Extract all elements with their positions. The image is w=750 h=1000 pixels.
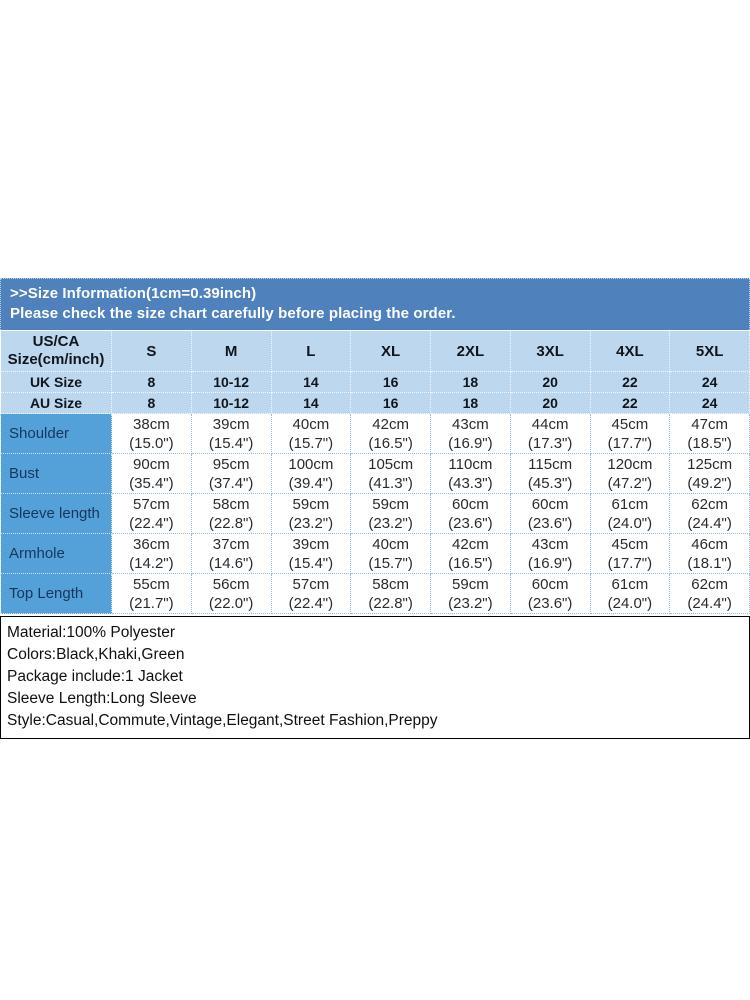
product-info-line: Style:Casual,Commute,Vintage,Elegant,Street Fashion,Preppy — [7, 712, 438, 729]
measurement-label: Top Length — [1, 574, 112, 614]
measurement-inch: (37.4") — [208, 474, 254, 492]
measurement-cell — [670, 574, 750, 614]
measurement-cell — [670, 494, 750, 534]
measurement-row — [1, 454, 750, 494]
measurement-inch: (15.7") — [368, 554, 413, 572]
measurement-cell — [112, 574, 192, 614]
measurement-inch: (23.2") — [288, 514, 334, 532]
measurement-cell — [112, 534, 192, 574]
measurement-inch: (17.3") — [527, 434, 573, 452]
measurement-cell — [191, 534, 271, 574]
measurement-inch: (39.4") — [288, 474, 334, 492]
size-column-header: XL — [351, 331, 431, 372]
measurement-cm: 56cm — [212, 575, 250, 593]
measurement-inch: (15.4") — [208, 434, 254, 452]
region-size-value: 22 — [590, 372, 670, 393]
measurement-cm: 59cm — [372, 495, 409, 513]
size-info-title: >>Size Information(1cm=0.39inch) — [10, 285, 257, 302]
region-size-value: 24 — [670, 372, 750, 393]
measurement-cm: 40cm — [372, 535, 409, 553]
measurement-inch: (23.2") — [368, 514, 413, 532]
measurement-label: Shoulder — [1, 414, 112, 454]
region-size-value: 8 — [112, 372, 192, 393]
measurement-inch: (16.5") — [448, 554, 493, 572]
size-column-header: S — [112, 331, 192, 372]
measurement-cell — [271, 414, 351, 454]
product-info-line: Colors:Black,Khaki,Green — [7, 646, 185, 663]
measurement-cell — [271, 454, 351, 494]
measurement-cm: 36cm — [133, 535, 170, 553]
measurement-cm: 115cm — [528, 455, 573, 473]
measurement-cell — [191, 414, 271, 454]
region-size-value: 20 — [510, 372, 590, 393]
measurement-cell — [510, 454, 590, 494]
measurement-cm: 110cm — [448, 455, 493, 473]
size-column-header: 2XL — [431, 331, 511, 372]
product-info-line: Package include:1 Jacket — [7, 668, 183, 685]
measurement-cell — [271, 574, 351, 614]
measurement-inch: (22.8") — [208, 514, 254, 532]
size-column-header: 5XL — [670, 331, 750, 372]
region-size-value: 16 — [351, 372, 431, 393]
measurement-cm: 57cm — [292, 575, 330, 593]
measurement-cell — [271, 494, 351, 534]
region-size-value: 18 — [431, 393, 511, 414]
measurement-cell — [271, 534, 351, 574]
measurement-cell — [431, 574, 511, 614]
product-info-box — [0, 616, 750, 739]
measurement-label: Bust — [1, 454, 112, 494]
measurement-cm: 60cm — [452, 495, 489, 513]
measurement-cm: 125cm — [687, 455, 733, 473]
measurement-cm: 57cm — [133, 495, 170, 513]
measurement-inch: (24.4") — [687, 514, 732, 532]
size-table-body — [1, 331, 750, 614]
measurement-inch: (23.6") — [527, 514, 573, 532]
region-size-value: 10-12 — [191, 393, 271, 414]
size-column-header: L — [271, 331, 351, 372]
measurement-inch: (49.2") — [687, 474, 732, 492]
measurement-row — [1, 414, 750, 454]
measurement-cell — [351, 574, 431, 614]
size-table — [0, 330, 750, 614]
measurement-cm: 62cm — [691, 495, 728, 513]
measurement-cell — [351, 494, 431, 534]
measurement-cm: 62cm — [691, 575, 728, 593]
measurement-cm: 38cm — [133, 415, 170, 433]
size-info-subtitle: Please check the size chart carefully before placing the order. — [10, 305, 456, 322]
size-header-row — [1, 331, 750, 372]
measurement-cell — [510, 494, 590, 534]
measurement-cell — [351, 414, 431, 454]
measurement-inch: (14.6") — [208, 554, 254, 572]
region-size-value: 14 — [271, 393, 351, 414]
measurement-cm: 120cm — [607, 455, 653, 473]
measurement-cell — [590, 574, 670, 614]
measurement-inch: (24.0") — [607, 594, 653, 612]
measurement-inch: (15.0") — [129, 434, 174, 452]
measurement-cell — [670, 414, 750, 454]
measurement-cm: 44cm — [531, 415, 569, 433]
size-corner-line: Size(cm/inch) — [7, 351, 105, 368]
measurement-inch: (18.5") — [687, 434, 732, 452]
region-size-value: 24 — [670, 393, 750, 414]
measurement-inch: (22.8") — [368, 594, 413, 612]
measurement-inch: (41.3") — [368, 474, 413, 492]
measurement-cell — [351, 454, 431, 494]
measurement-cm: 43cm — [531, 535, 569, 553]
measurement-inch: (17.7") — [607, 434, 653, 452]
region-size-row — [1, 393, 750, 414]
measurement-inch: (23.6") — [448, 514, 493, 532]
region-size-value: 14 — [271, 372, 351, 393]
measurement-row — [1, 494, 750, 534]
size-column-header: M — [191, 331, 271, 372]
measurement-cm: 39cm — [292, 535, 330, 553]
measurement-inch: (24.4") — [687, 594, 732, 612]
measurement-label: Armhole — [1, 534, 112, 574]
measurement-cm: 55cm — [133, 575, 170, 593]
measurement-inch: (24.0") — [607, 514, 653, 532]
product-info-line: Material:100% Polyester — [7, 624, 175, 641]
measurement-cell — [590, 494, 670, 534]
region-size-value: 18 — [431, 372, 511, 393]
measurement-cell — [431, 494, 511, 534]
measurement-cm: 59cm — [452, 575, 489, 593]
measurement-cm: 37cm — [212, 535, 250, 553]
measurement-cm: 59cm — [292, 495, 330, 513]
region-size-value: 16 — [351, 393, 431, 414]
measurement-cm: 47cm — [691, 415, 728, 433]
measurement-inch: (43.3") — [448, 474, 493, 492]
measurement-inch: (22.0") — [208, 594, 254, 612]
measurement-cm: 95cm — [212, 455, 250, 473]
measurement-inch: (45.3") — [527, 474, 573, 492]
measurement-cell — [590, 454, 670, 494]
measurement-cm: 43cm — [452, 415, 489, 433]
measurement-cell — [191, 574, 271, 614]
measurement-inch: (23.2") — [448, 594, 493, 612]
measurement-cm: 40cm — [292, 415, 330, 433]
measurement-cm: 61cm — [611, 575, 649, 593]
size-corner-line: US/CA — [32, 333, 80, 350]
measurement-cm: 58cm — [212, 495, 250, 513]
measurement-cell — [510, 414, 590, 454]
measurement-cm: 39cm — [212, 415, 250, 433]
measurement-cell — [351, 534, 431, 574]
product-info-line: Sleeve Length:Long Sleeve — [7, 690, 197, 707]
measurement-cm: 45cm — [611, 415, 649, 433]
measurement-inch: (22.4") — [129, 514, 174, 532]
measurement-inch: (21.7") — [129, 594, 174, 612]
measurement-cm: 42cm — [372, 415, 409, 433]
region-size-label: UK Size — [1, 372, 112, 393]
region-size-value: 20 — [510, 393, 590, 414]
measurement-inch: (14.2") — [129, 554, 174, 572]
size-corner-header — [1, 331, 112, 372]
measurement-cell — [431, 454, 511, 494]
region-size-label: AU Size — [1, 393, 112, 414]
measurement-cell — [112, 454, 192, 494]
measurement-inch: (22.4") — [288, 594, 334, 612]
measurement-cell — [431, 414, 511, 454]
measurement-cm: 90cm — [133, 455, 170, 473]
measurement-cell — [670, 534, 750, 574]
measurement-inch: (17.7") — [607, 554, 653, 572]
measurement-inch: (16.9") — [527, 554, 573, 572]
size-column-header: 3XL — [510, 331, 590, 372]
measurement-cm: 105cm — [368, 455, 414, 473]
size-chart-block — [0, 278, 750, 739]
measurement-inch: (35.4") — [129, 474, 174, 492]
measurement-cell — [191, 494, 271, 534]
measurement-cell — [590, 534, 670, 574]
measurement-cm: 61cm — [611, 495, 649, 513]
region-size-value: 22 — [590, 393, 670, 414]
measurement-cm: 42cm — [452, 535, 489, 553]
measurement-inch: (16.9") — [448, 434, 493, 452]
measurement-cell — [112, 494, 192, 534]
measurement-cm: 60cm — [531, 575, 569, 593]
size-column-header: 4XL — [590, 331, 670, 372]
measurement-cell — [431, 534, 511, 574]
measurement-inch: (47.2") — [607, 474, 653, 492]
measurement-cell — [670, 454, 750, 494]
measurement-cm: 46cm — [691, 535, 728, 553]
measurement-inch: (18.1") — [687, 554, 732, 572]
measurement-row — [1, 574, 750, 614]
measurement-cell — [510, 534, 590, 574]
region-size-value: 10-12 — [191, 372, 271, 393]
region-size-value: 8 — [112, 393, 192, 414]
measurement-row — [1, 534, 750, 574]
measurement-inch: (23.6") — [527, 594, 573, 612]
measurement-cm: 100cm — [288, 455, 334, 473]
measurement-inch: (16.5") — [368, 434, 413, 452]
measurement-inch: (15.4") — [288, 554, 334, 572]
measurement-cell — [590, 414, 670, 454]
region-size-row — [1, 372, 750, 393]
measurement-cm: 58cm — [372, 575, 409, 593]
measurement-cell — [191, 454, 271, 494]
measurement-inch: (15.7") — [288, 434, 334, 452]
size-info-banner — [0, 278, 750, 330]
measurement-cm: 60cm — [531, 495, 569, 513]
measurement-cell — [510, 574, 590, 614]
measurement-label: Sleeve length — [1, 494, 112, 534]
measurement-cell — [112, 414, 192, 454]
measurement-cm: 45cm — [611, 535, 649, 553]
